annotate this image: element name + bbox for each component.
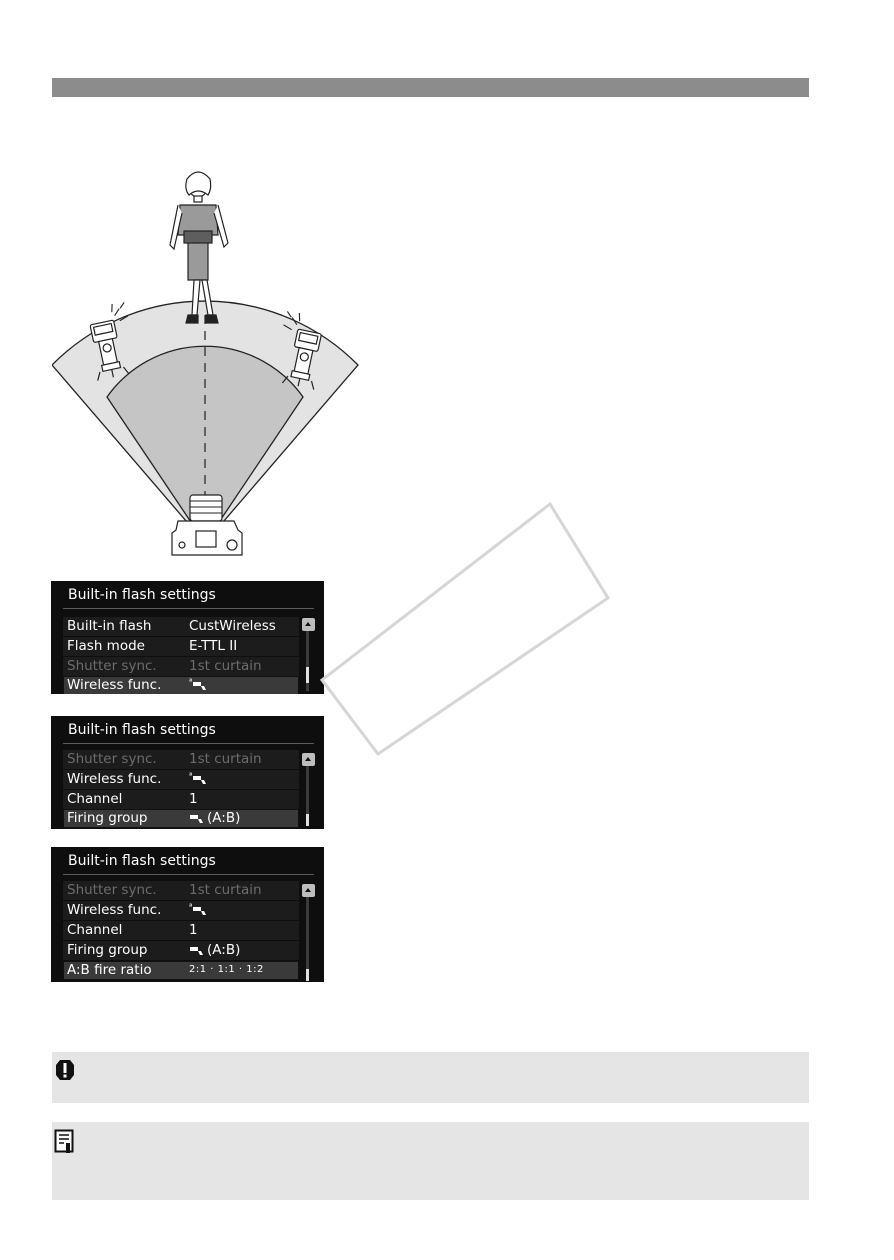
menu-row-firing-group[interactable]: Firing group (A:B) bbox=[63, 809, 299, 828]
menu-row-wireless-func[interactable]: Wireless func. $^ª$ bbox=[63, 901, 299, 920]
menu-row-shutter-sync[interactable]: Shutter sync. 1st curtain bbox=[63, 750, 299, 769]
menu-row-firing-group[interactable]: Firing group (A:B) bbox=[63, 941, 299, 960]
caution-icon bbox=[54, 1058, 76, 1082]
wireless-flash-icon bbox=[192, 904, 210, 916]
scroll-up-icon[interactable] bbox=[302, 618, 315, 631]
wireless-flash-icon bbox=[189, 944, 207, 956]
menu-row-shutter-sync[interactable]: Shutter sync. 1st curtain bbox=[63, 657, 299, 676]
wireless-flash-icon bbox=[192, 679, 210, 691]
page-header-bar bbox=[52, 78, 809, 97]
subject-person-icon bbox=[170, 172, 228, 323]
scrollbar-thumb[interactable] bbox=[306, 969, 309, 981]
menu-row-channel[interactable]: Channel 1 bbox=[63, 921, 299, 940]
scroll-up-icon[interactable] bbox=[302, 884, 315, 897]
lcd-screen-1 bbox=[51, 581, 324, 694]
menu-row-wireless-func[interactable]: Wireless func. $^ª$ bbox=[63, 676, 299, 694]
scroll-up-icon[interactable] bbox=[302, 753, 315, 766]
menu-row-ab-fire-ratio[interactable]: A:B fire ratio 2:1 · 1:1 · 1:2 bbox=[63, 961, 299, 980]
lcd-screen-2 bbox=[51, 716, 324, 829]
lcd-screen-3 bbox=[51, 847, 324, 982]
menu-row-built-in-flash[interactable]: Built-in flash CustWireless bbox=[63, 617, 299, 636]
memo-icon bbox=[54, 1129, 76, 1155]
wireless-flash-icon bbox=[192, 773, 210, 785]
memo-note bbox=[52, 1122, 809, 1200]
watermark-frame bbox=[318, 500, 618, 760]
menu-row-wireless-func[interactable]: Wireless func. $^ª$ bbox=[63, 770, 299, 789]
wireless-flash-icon bbox=[189, 812, 207, 824]
screen-title: Built-in flash settings bbox=[68, 587, 216, 603]
menu-row-flash-mode[interactable]: Flash mode E-TTL II bbox=[63, 637, 299, 656]
menu-row-channel[interactable]: Channel 1 bbox=[63, 790, 299, 809]
scrollbar-thumb[interactable] bbox=[306, 667, 309, 683]
menu-row-shutter-sync[interactable]: Shutter sync. 1st curtain bbox=[63, 881, 299, 900]
screen-title: Built-in flash settings bbox=[68, 853, 216, 869]
screen-title: Built-in flash settings bbox=[68, 722, 216, 738]
scrollbar-thumb[interactable] bbox=[306, 814, 309, 826]
caution-note bbox=[52, 1052, 809, 1103]
